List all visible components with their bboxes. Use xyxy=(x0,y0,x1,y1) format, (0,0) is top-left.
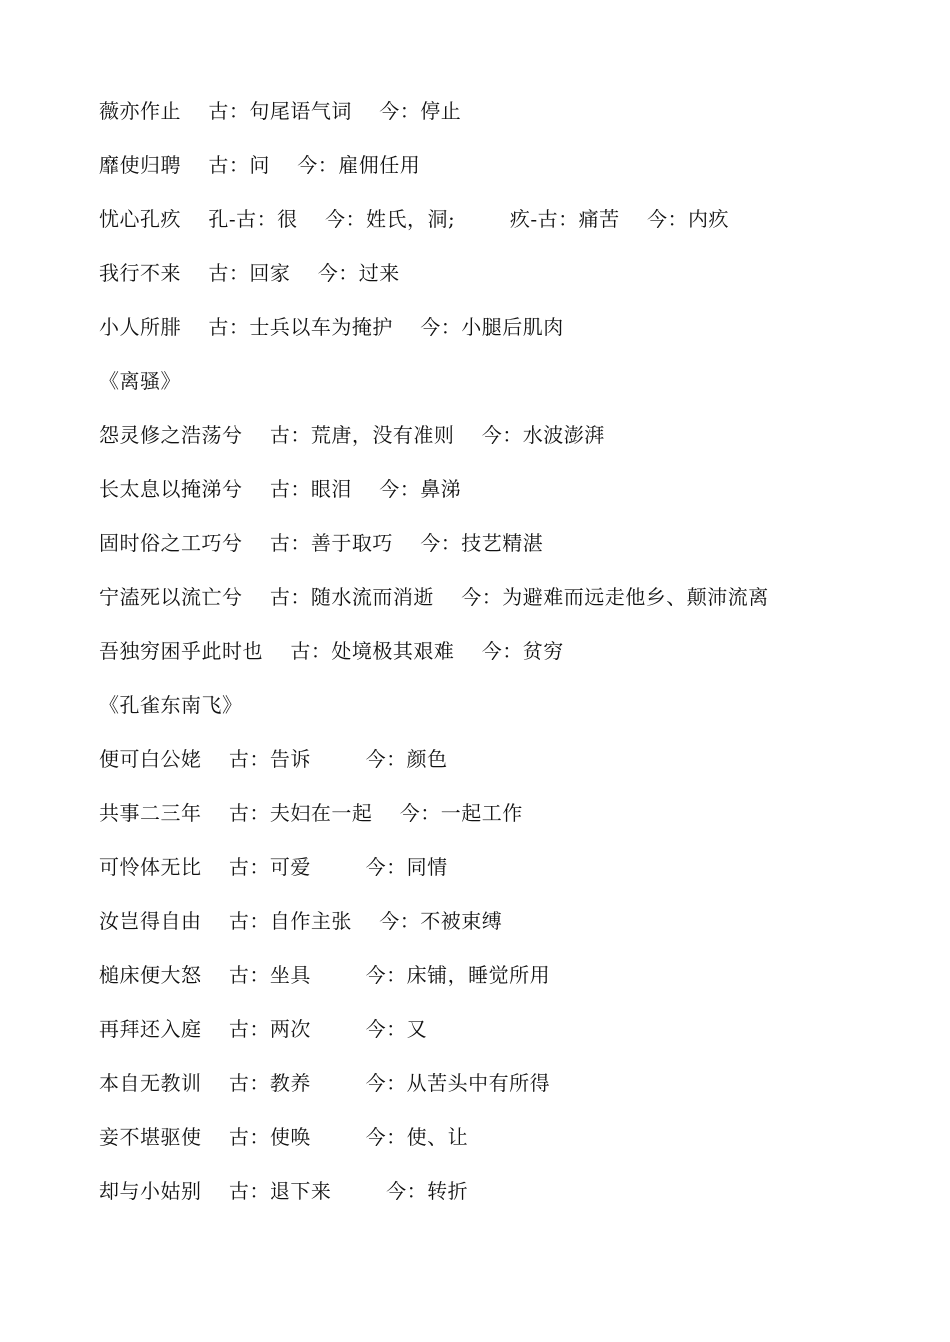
section-title: 《离骚》 xyxy=(99,369,181,393)
text-line: 小人所腓 古：士兵以车为掩护 今：小腿后肌肉 xyxy=(99,315,564,339)
text-line: 我行不来 古：回家 今：过来 xyxy=(99,261,400,285)
text-line: 靡使归聘 古：问 今：雇佣任用 xyxy=(99,153,421,177)
text-line: 宁溘死以流亡兮 古：随水流而消逝 今：为避难而远走他乡、颠沛流离 xyxy=(99,585,769,609)
text-line: 却与小姑别 古：退下来 今：转折 xyxy=(99,1179,469,1203)
text-line: 汝岂得自由 古：自作主张 今：不被束缚 xyxy=(99,909,503,933)
text-line: 忧心孔疚 孔-古：很 今：姓氏，洞; 疚-古：痛苦 今：内疚 xyxy=(99,207,730,231)
text-line: 便可白公姥 古：告诉 今：颜色 xyxy=(99,747,448,771)
text-line: 本自无教训 古：教养 今：从苦头中有所得 xyxy=(99,1071,551,1095)
text-line: 可怜体无比 古：可爱 今：同情 xyxy=(99,855,448,879)
text-line: 槌床便大怒 古：坐具 今：床铺，睡觉所用 xyxy=(99,963,551,987)
text-line: 长太息以掩涕兮 古：眼泪 今：鼻涕 xyxy=(99,477,462,501)
text-line: 吾独穷困乎此时也 古：处境极其艰难 今：贫穷 xyxy=(99,639,564,663)
text-line: 怨灵修之浩荡兮 古：荒唐，没有准则 今：水波澎湃 xyxy=(99,423,605,447)
text-line: 再拜还入庭 古：两次 今：又 xyxy=(99,1017,428,1041)
text-line: 共事二三年 古：夫妇在一起 今：一起工作 xyxy=(99,801,523,825)
text-line: 妾不堪驱使 古：使唤 今：使、让 xyxy=(99,1125,469,1149)
text-line: 固时俗之工巧兮 古：善于取巧 今：技艺精湛 xyxy=(99,531,544,555)
text-lines xyxy=(99,92,919,1226)
section-title: 《孔雀东南飞》 xyxy=(99,693,243,717)
text-line: 薇亦作止 古：句尾语气词 今：停止 xyxy=(99,99,462,123)
